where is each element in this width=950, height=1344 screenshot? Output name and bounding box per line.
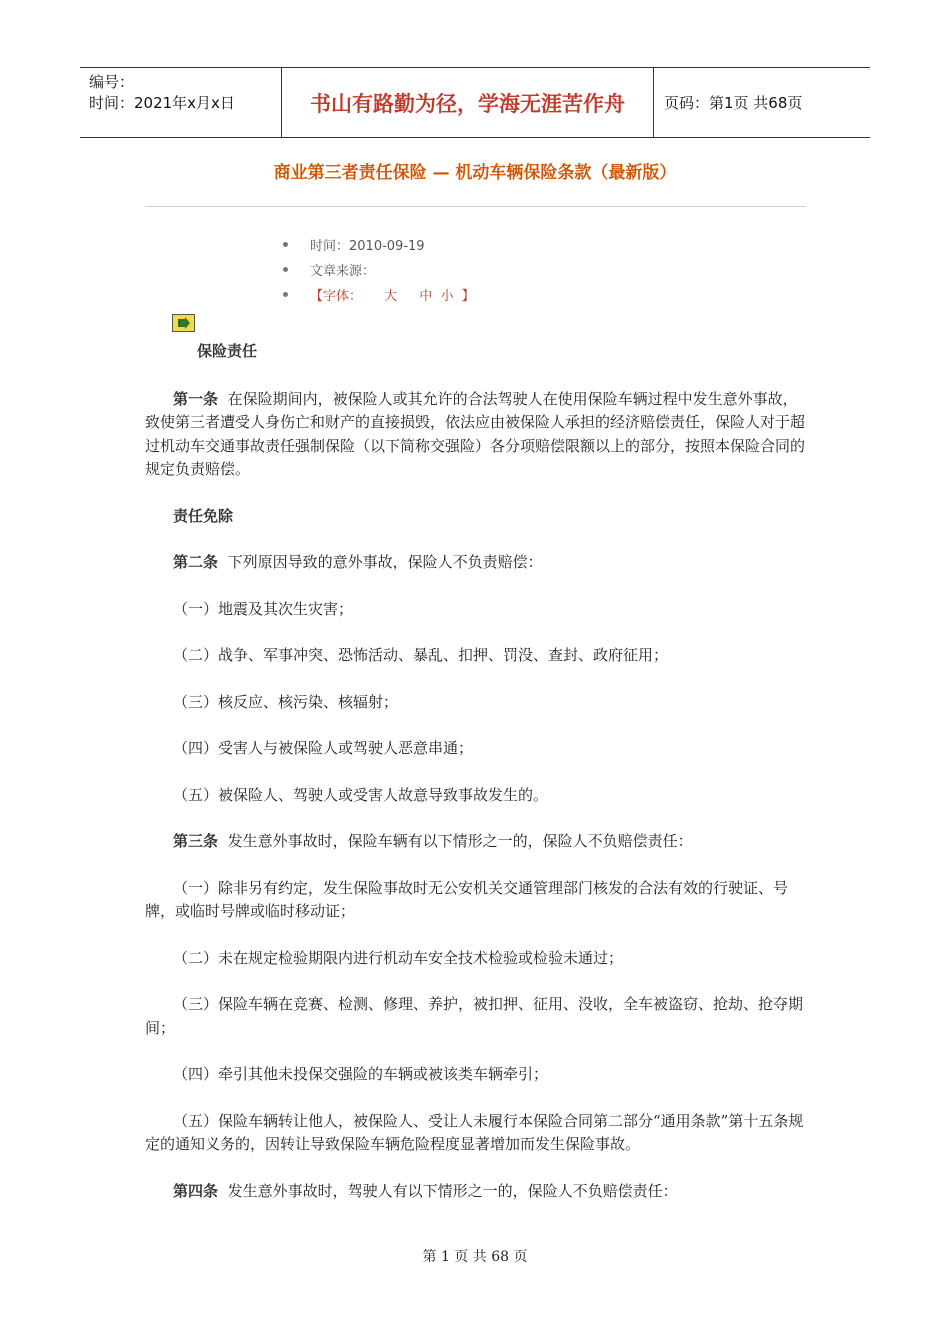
article-1	[145, 388, 805, 482]
article-text: 下列原因导致的意外事故，保险人不负责赔偿：	[227, 553, 543, 571]
list-item: （二）未在规定检验期限内进行机动车安全技术检验或检验未通过；	[173, 948, 624, 967]
list-item: （三）核反应、核污染、核辐射；	[173, 692, 399, 711]
motto: 书山有路勤为径，学海无涯苦作舟	[281, 68, 654, 137]
number-label: 编号：	[89, 73, 135, 91]
arrow-doc-icon	[172, 314, 195, 332]
font-size-switch	[310, 285, 479, 304]
bullet-icon	[283, 267, 288, 272]
font-small-link[interactable]: 小	[440, 289, 454, 304]
page-footer: 第 1 页 共 68 页	[422, 1249, 528, 1265]
meta-time	[283, 232, 479, 257]
font-label: 【字体：	[310, 289, 363, 304]
list-item: （五）保险车辆转让他人，被保险人、受让人未履行本保险合同第二部分“通用条款”第十五条规定的通知义务的，因转让导致保险车辆危险程度显著增加而发生保险事故。	[145, 1111, 804, 1153]
font-end: 】	[461, 289, 475, 304]
article-3	[145, 830, 805, 854]
article-number: 第三条	[173, 832, 219, 850]
list-item: （一）地震及其次生灾害；	[173, 599, 354, 618]
font-medium-link[interactable]: 中	[419, 289, 433, 304]
document-title: 商业第三者责任保险 — 机动车辆保险条款（最新版）	[273, 163, 677, 183]
list-item: （一）除非另有约定，发生保险事故时无公安机关交通管理部门核发的合法有效的行驶证、号牌，或临时号牌或临时移动证；	[145, 878, 789, 920]
font-large-link[interactable]: 大	[384, 289, 398, 304]
meta-list	[283, 232, 479, 307]
time-label: 时间：2021年x月x日	[89, 94, 235, 112]
section-heading: 责任免除	[173, 506, 234, 525]
meta-source-text: 文章来源：	[310, 264, 376, 279]
article-number: 第四条	[173, 1181, 219, 1200]
header-table	[80, 67, 870, 138]
bullet-icon	[283, 292, 288, 297]
document-body	[145, 340, 805, 1203]
meta-font-size	[283, 282, 479, 307]
article-text: 发生意外事故时，保险车辆有以下情形之一的，保险人不负赔偿责任：	[227, 832, 693, 850]
article-2	[145, 551, 805, 575]
article-number: 第一条	[173, 389, 219, 408]
meta-time-text: 时间：2010-09-19	[310, 239, 425, 254]
article-number: 第二条	[173, 553, 219, 571]
bullet-icon	[283, 242, 288, 247]
article-4	[145, 1180, 805, 1204]
list-item: （五）被保险人、驾驶人或受害人故意导致事故发生的。	[173, 785, 549, 804]
list-item: （四）受害人与被保险人或驾驶人恶意串通；	[173, 739, 474, 757]
article-text: 发生意外事故时，驾驶人有以下情形之一的，保险人不负赔偿责任：	[227, 1181, 678, 1200]
header-left-cell	[80, 68, 281, 137]
article-text: 在保险期间内，被保险人或其允许的合法驾驶人在使用保险车辆过程中发生意外事故，致使第三者遭受人身伤亡和财产的直接损毁，依法应由被保险人承担的经济赔偿责任，保险人对于超过机动车交通事故责任强制保险（以下简称交强险）各分项赔偿限额以上的部分，按照本保险合同的规定负责赔偿。	[145, 389, 806, 478]
page-info: 页码：第1页 共68页	[664, 94, 803, 112]
meta-source	[283, 257, 479, 282]
section-heading: 保险责任	[197, 342, 258, 360]
list-item: （二）战争、军事冲突、恐怖活动、暴乱、扣押、罚没、查封、政府征用；	[173, 646, 669, 664]
title-divider	[145, 206, 806, 207]
list-item: （四）牵引其他未投保交强险的车辆或被该类车辆牵引；	[173, 1065, 549, 1083]
list-item: （三）保险车辆在竞赛、检测、修理、养护，被扣押、征用、没收，全车被盗窃、抢劫、抢夺期间；	[145, 995, 804, 1037]
